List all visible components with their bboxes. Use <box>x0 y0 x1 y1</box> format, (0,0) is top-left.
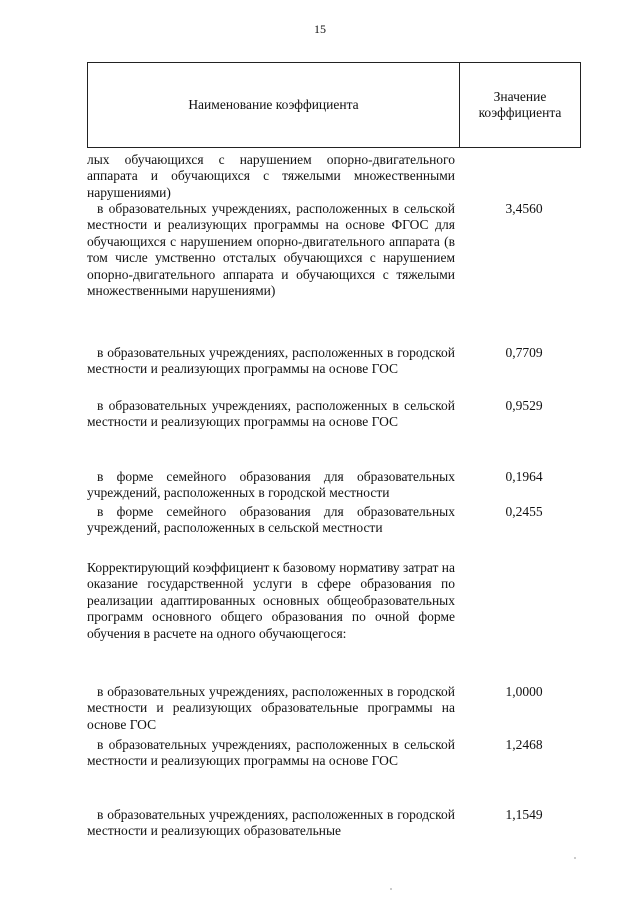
scan-speck <box>574 857 576 859</box>
row-text-9: в образовательных учреждениях, расположенных в городской местности и реализующих образовательные <box>87 807 455 839</box>
row-value-8: 1,2468 <box>505 737 543 752</box>
row-text-8: в образовательных учреждениях, расположенных в сельской местности и реализующих программы на основе ГОС <box>87 737 455 769</box>
row-value-5: 0,2455 <box>505 504 543 519</box>
row-value-1: 3,4560 <box>505 201 543 216</box>
row-text-7: в образовательных учреждениях, расположенных в городской местности и реализующих образовательные программы на основе ГОС <box>87 684 455 732</box>
row-text-5: в форме семейного образования для образовательных учреждений, расположенных в сельской местности <box>87 504 455 536</box>
row-text-2: в образовательных учреждениях, расположенных в городской местности и реализующих программы на основе ГОС <box>87 345 455 377</box>
row-text-6: Корректирующий коэффициент к базовому нормативу затрат на оказание государственной услуги в сфере образования по реализации адаптированных основных общеобразовательных программ основного общего образования по очной форме обучения в расчете на одного обучающегося: <box>87 560 455 641</box>
header-coefficient-value <box>460 89 580 121</box>
page-number: 15 <box>314 22 326 36</box>
header-coefficient-name: Наименование коэффициента <box>188 97 359 112</box>
row-text-1: в образовательных учреждениях, расположенных в сельской местности и реализующих программы на основе ФГОС для обучающихся с нарушением опорно-двигательного аппарата (в том числе умственно отсталых обучающихся с нарушением опорно-двигательного аппарата и обучающихся с тяжелыми множественными нарушениями) <box>87 201 455 299</box>
row-text-0: лых обучающихся с нарушением опорно-двигательного аппарата и обучающихся с тяжелыми множественными нарушениями) <box>87 152 455 200</box>
row-value-7: 1,0000 <box>505 684 543 699</box>
row-value-9: 1,1549 <box>505 807 543 822</box>
row-text-3: в образовательных учреждениях, расположенных в сельской местности и реализующих программы на основе ГОС <box>87 398 455 430</box>
header-value-line2: коэффициента <box>478 105 562 120</box>
scan-speck <box>390 888 392 890</box>
row-value-4: 0,1964 <box>505 469 543 484</box>
row-value-3: 0,9529 <box>505 398 543 413</box>
header-value-line1: Значение <box>493 89 547 104</box>
table-header <box>87 62 581 148</box>
row-value-2: 0,7709 <box>505 345 543 360</box>
row-text-4: в форме семейного образования для образовательных учреждений, расположенных в городской местности <box>87 469 455 501</box>
